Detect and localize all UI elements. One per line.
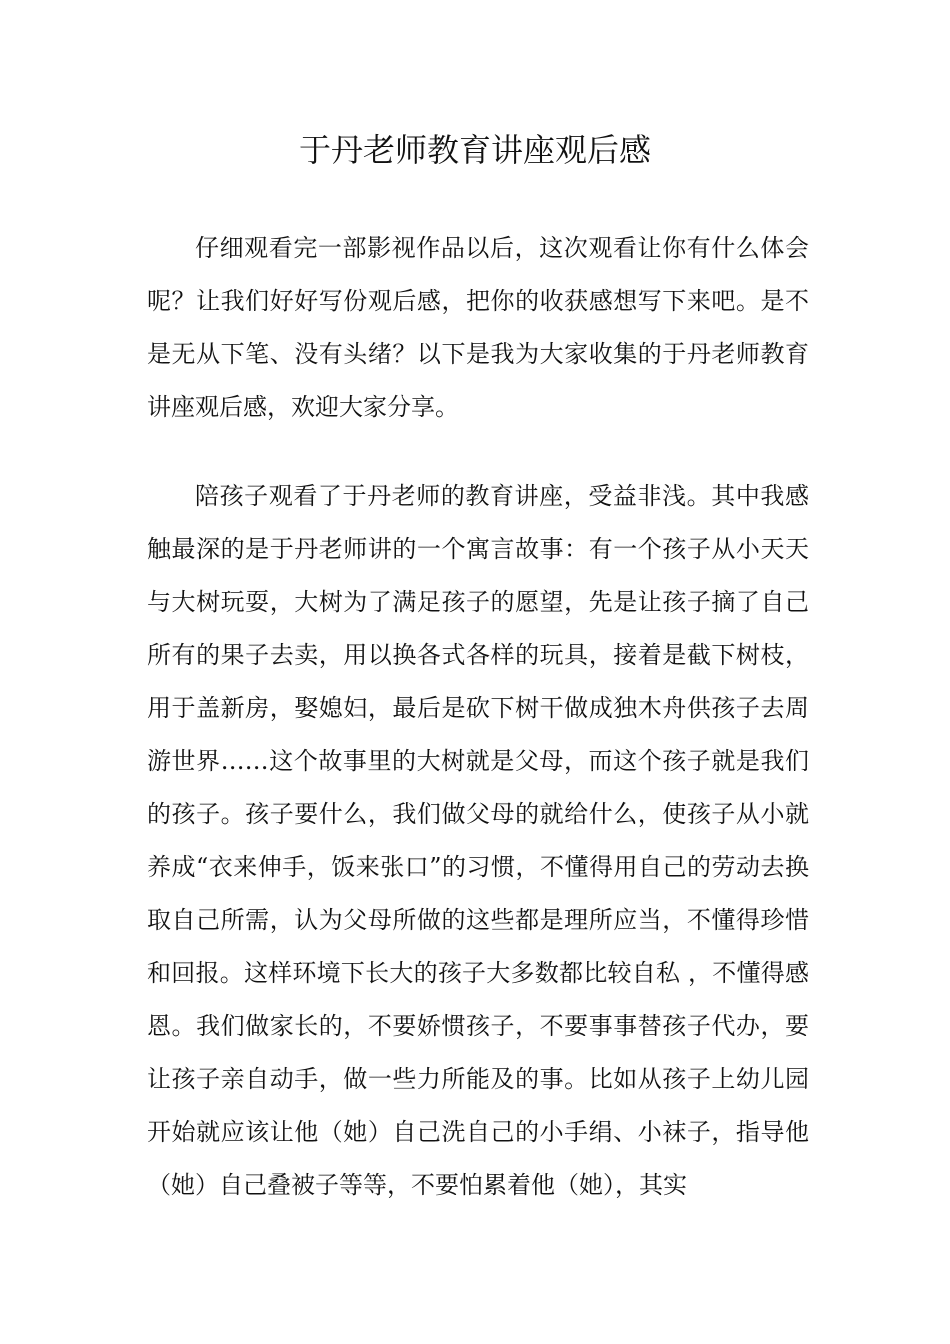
body-paragraph: 陪孩子观看了于丹老师的教育讲座，受益非浅。其中我感触最深的是于丹老师讲的一个寓言故事：有一个孩子从小天天与大树玩耍，大树为了满足孩子的愿望，先是让孩子摘了自己所有的果子去卖，用以换各式各样的玩具，接着是截下树枝，用于盖新房，娶媳妇，最后是砍下树干做成独木舟供孩子去周游世界……这个故事里的大树就是父母，而这个孩子就是我们的孩子。孩子要什么，我们做父母的就给什么，使孩子从小就养成“衣来伸手，饭来张口”的习惯，不懂得用自己的劳动去换取自己所需，认为父母所做的这些都是理所应当，不懂得珍惜和回报。这样环境下长大的孩子大多数都比较自私 ，不懂得感恩。我们做家长的，不要娇惯孩子，不要事事替孩子代办，要让孩子亲自动手，做一些力所能及的事。比如从孩子上幼儿园开始就应该让他（她）自己洗自己的小手绢、小袜子，指导他（她）自己叠被子等等，不要怕累着他（她），其实 xyxy=(147,482,809,1199)
intro-paragraph: 仔细观看完一部影视作品以后，这次观看让你有什么体会呢？让我们好好写份观后感，把你的收获感想写下来吧。是不是无从下笔、没有头绪？以下是我为大家收集的于丹老师教育讲座观后感，欢迎大家分享。 xyxy=(147,234,809,421)
document-title: 于丹老师教育讲座观后感 xyxy=(298,131,651,169)
